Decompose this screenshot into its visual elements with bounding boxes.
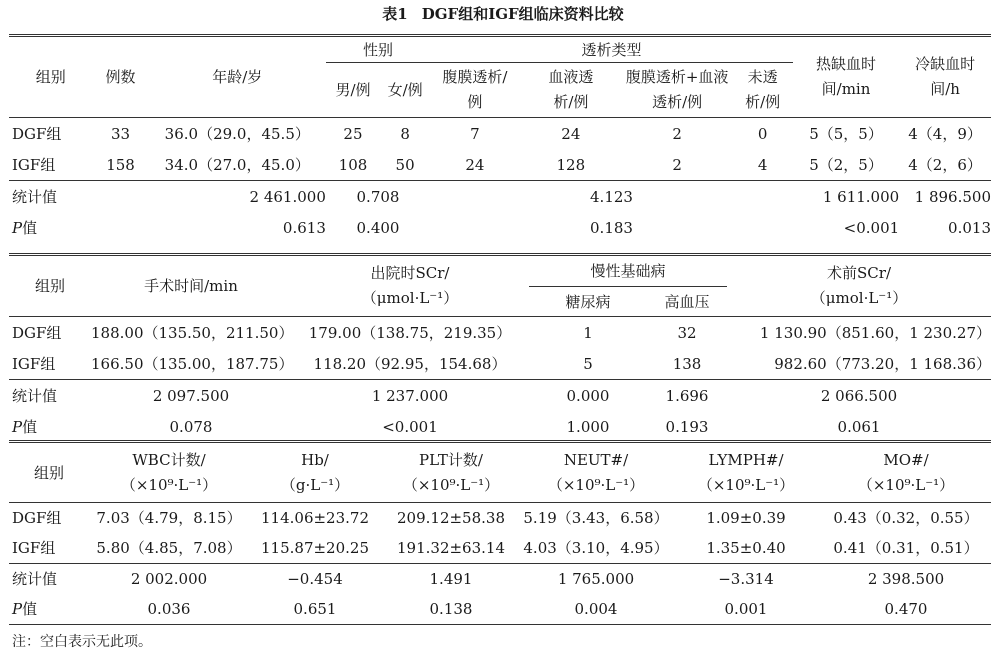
p-sex: 0.400 <box>356 218 400 237</box>
cell-age: 34.0（27.0，45.0） <box>164 155 310 174</box>
stat-cold-ischemia: 1 896.500 <box>914 187 991 206</box>
cell-hypertension: 32 <box>677 323 697 342</box>
table-row <box>9 503 991 534</box>
p-dialysis: 0.183 <box>590 218 633 237</box>
cell-female: 8 <box>400 124 410 143</box>
header-group: 组别 <box>9 255 91 317</box>
cell-scr-discharge: 179.00（138.75，219.35） <box>308 323 512 342</box>
header-row <box>9 36 991 63</box>
cell-scr-preop: 982.60（773.20，1 168.36） <box>774 354 992 373</box>
p-warm-ischemia: <0.001 <box>843 218 900 237</box>
cell-peritoneal-plus-hemo: 2 <box>672 155 682 174</box>
header-peritoneal-plus-hemo: 腹膜透析+血液透析/例 <box>622 63 732 118</box>
p-label: P值 <box>12 600 38 618</box>
cell-male: 108 <box>338 155 368 174</box>
clinical-table-part1 <box>9 34 991 243</box>
cell-warm-ischemia: 5（2，5） <box>809 155 883 174</box>
stat-row <box>9 380 991 412</box>
header-group: 组别 <box>9 36 92 118</box>
stat-op-time: 2 097.500 <box>152 386 230 405</box>
cell-plt: 209.12±58.38 <box>397 509 505 527</box>
cell-hemodialysis: 128 <box>556 155 586 174</box>
header-group: 组别 <box>9 442 89 503</box>
p-value-row <box>9 212 991 243</box>
p-diabetes: 1.000 <box>566 417 610 436</box>
cell-peritoneal-plus-hemo: 2 <box>672 124 682 143</box>
header-dialysis-type: 透析类型 <box>430 36 793 63</box>
table-title-text: DGF组和IGF组临床资料比较 <box>421 5 624 23</box>
table-title <box>0 3 1006 24</box>
cell-group: DGF组 <box>12 124 62 143</box>
header-cold-ischemia: 冷缺血时间/h <box>899 36 991 118</box>
stat-scr-discharge: 1 237.000 <box>371 386 449 405</box>
header-female: 女/例 <box>380 63 430 118</box>
header-male: 男/例 <box>326 63 380 118</box>
stat-lymph: −3.314 <box>718 570 774 588</box>
cell-scr-discharge: 118.20（92.95，154.68） <box>313 354 507 373</box>
cell-no-dialysis: 0 <box>757 124 768 143</box>
header-row <box>9 255 991 287</box>
header-mo: MO#/ （×10⁹·L⁻¹） <box>821 442 991 503</box>
cell-lymph: 1.09±0.39 <box>706 509 786 527</box>
stat-neut: 1 765.000 <box>557 570 635 588</box>
p-lymph: 0.001 <box>724 600 768 618</box>
cell-wbc: 5.80（4.85，7.08） <box>96 539 242 557</box>
cell-op-time: 188.00（135.50，211.50） <box>91 323 294 342</box>
cell-hb: 115.87±20.25 <box>261 539 369 557</box>
cell-hypertension: 138 <box>672 354 702 373</box>
stat-mo: 2 398.500 <box>867 570 945 588</box>
header-scr-preop: 术前SCr/ （μmol·L⁻¹） <box>727 255 991 317</box>
cell-cold-ischemia: 4（4，9） <box>908 124 982 143</box>
cell-peritoneal: 24 <box>465 155 485 174</box>
cell-female: 50 <box>395 155 415 174</box>
stat-plt: 1.491 <box>429 570 473 588</box>
cell-group: IGF组 <box>12 155 56 174</box>
header-wbc: WBC计数/ （×10⁹·L⁻¹） <box>89 442 249 503</box>
header-peritoneal: 腹膜透析/例 <box>430 63 520 118</box>
p-scr-discharge: <0.001 <box>382 417 438 436</box>
header-plt: PLT计数/ （×10⁹·L⁻¹） <box>381 442 521 503</box>
cell-male: 25 <box>343 124 363 143</box>
p-neut: 0.004 <box>574 600 618 618</box>
header-scr-discharge: 出院时SCr/ （μmol·L⁻¹） <box>291 255 529 317</box>
p-mo: 0.470 <box>884 600 928 618</box>
stat-hb: −0.454 <box>287 570 343 588</box>
table-row <box>9 317 991 349</box>
p-op-time: 0.078 <box>169 417 213 436</box>
p-label: P值 <box>12 218 38 237</box>
cell-op-time: 166.50（135.00，187.75） <box>91 354 294 373</box>
header-cases: 例数 <box>92 36 148 118</box>
header-neut: NEUT#/ （×10⁹·L⁻¹） <box>521 442 671 503</box>
p-age: 0.613 <box>282 218 326 237</box>
table-row <box>9 533 991 564</box>
cell-warm-ischemia: 5（5，5） <box>809 124 883 143</box>
cell-plt: 191.32±63.14 <box>397 539 505 557</box>
header-diabetes: 糖尿病 <box>529 287 647 317</box>
stat-scr-preop: 2 066.500 <box>820 386 898 405</box>
cell-hb: 114.06±23.72 <box>261 509 369 527</box>
header-op-time: 手术时间/min <box>91 255 291 317</box>
stat-label: 统计值 <box>12 570 58 588</box>
clinical-table-part2 <box>9 253 991 442</box>
cell-diabetes: 5 <box>583 354 593 373</box>
header-lymph: LYMPH#/ （×10⁹·L⁻¹） <box>671 442 821 503</box>
p-value-row <box>9 411 991 442</box>
stat-label: 统计值 <box>12 187 58 206</box>
cell-scr-preop: 1 130.90（851.60，1 230.27） <box>759 323 992 342</box>
cell-mo: 0.43（0.32，0.55） <box>833 509 979 527</box>
p-wbc: 0.036 <box>147 600 191 618</box>
cell-mo: 0.41（0.31，0.51） <box>833 539 979 557</box>
cell-cold-ischemia: 4（2，6） <box>908 155 982 174</box>
header-hypertension: 高血压 <box>647 287 727 317</box>
cell-group: IGF组 <box>12 539 56 557</box>
stat-sex: 0.708 <box>356 187 400 206</box>
p-cold-ischemia: 0.013 <box>948 218 991 237</box>
p-hypertension: 0.193 <box>665 417 709 436</box>
header-no-dialysis: 未透析/例 <box>732 63 792 118</box>
p-value-row <box>9 594 991 625</box>
stat-dialysis: 4.123 <box>590 187 633 206</box>
cell-neut: 4.03（3.10，4.95） <box>523 539 669 557</box>
cell-diabetes: 1 <box>583 323 593 342</box>
table-row <box>9 118 991 150</box>
header-row <box>9 442 991 503</box>
stat-wbc: 2 002.000 <box>130 570 208 588</box>
header-hb: Hb/ （g·L⁻¹） <box>249 442 381 503</box>
header-hemodialysis: 血液透析/例 <box>520 63 622 118</box>
table-row <box>9 149 991 181</box>
cell-cases: 158 <box>106 155 135 174</box>
cell-neut: 5.19（3.43，6.58） <box>523 509 669 527</box>
cell-lymph: 1.35±0.40 <box>706 539 786 557</box>
stat-hypertension: 1.696 <box>665 386 709 405</box>
cell-group: IGF组 <box>12 354 56 373</box>
p-plt: 0.138 <box>429 600 473 618</box>
header-warm-ischemia: 热缺血时间/min <box>793 36 899 118</box>
table-footnote: 注：空白表示无此项。 <box>12 634 152 650</box>
p-scr-preop: 0.061 <box>837 417 881 436</box>
cell-group: DGF组 <box>12 323 62 342</box>
header-sex: 性别 <box>326 36 430 63</box>
cell-age: 36.0（29.0，45.5） <box>164 124 310 143</box>
cell-wbc: 7.03（4.79，8.15） <box>96 509 242 527</box>
cell-peritoneal: 7 <box>470 124 480 143</box>
stat-warm-ischemia: 1 611.000 <box>822 187 900 206</box>
table-number: 表1 <box>382 5 408 23</box>
p-hb: 0.651 <box>293 600 337 618</box>
stat-diabetes: 0.000 <box>566 386 610 405</box>
table-row <box>9 348 991 380</box>
stat-row <box>9 564 991 595</box>
cell-cases: 33 <box>110 124 131 143</box>
header-chronic-disease: 慢性基础病 <box>529 255 727 287</box>
cell-hemodialysis: 24 <box>561 124 581 143</box>
cell-no-dialysis: 4 <box>757 155 768 174</box>
clinical-table-part3 <box>9 440 991 625</box>
stat-age: 2 461.000 <box>249 187 326 206</box>
stat-label: 统计值 <box>12 386 58 405</box>
stat-row <box>9 181 991 213</box>
cell-group: DGF组 <box>12 509 62 527</box>
p-label: P值 <box>12 417 38 436</box>
header-age: 年龄/岁 <box>149 36 326 118</box>
